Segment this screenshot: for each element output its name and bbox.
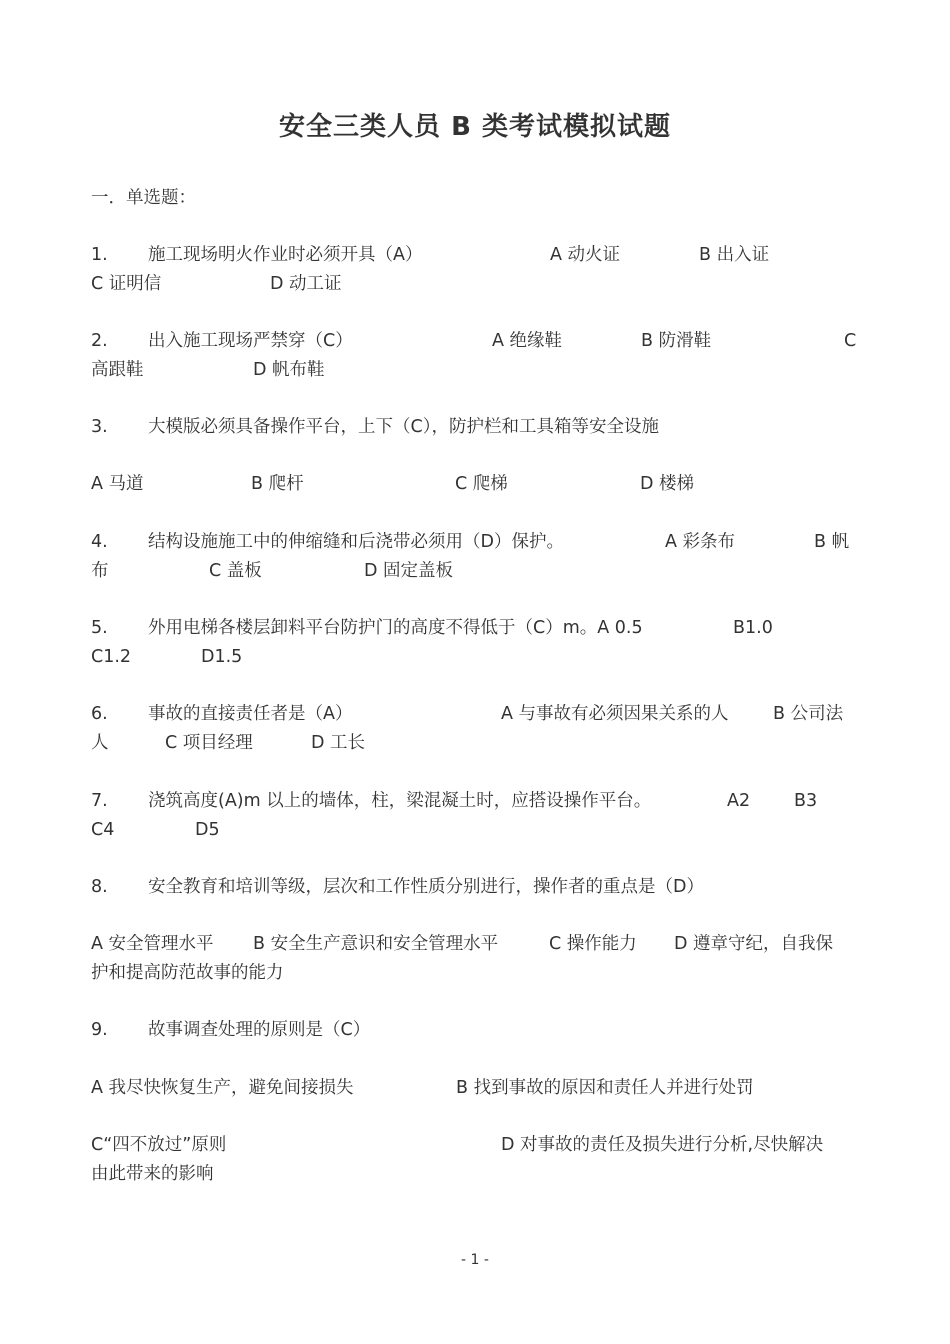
question-9: [91, 1016, 370, 1045]
question-stem: 故事调查处理的原则是（C）: [148, 1020, 371, 1040]
section-heading: 一．单选题：: [91, 188, 196, 208]
option-d: D 固定盖板: [364, 561, 454, 581]
option-c: C 项目经理: [165, 733, 253, 753]
document-title: 安全三类人员 B 类考试模拟试题: [279, 112, 671, 142]
option-a: A 马道: [91, 474, 144, 494]
option-d: D5: [195, 820, 220, 840]
option-d: D 楼梯: [640, 474, 695, 494]
option-b: B 公司法: [773, 704, 844, 724]
option-a: A 彩条布: [665, 532, 736, 552]
question-8: [91, 873, 704, 902]
option-b: B 安全生产意识和安全管理水平: [253, 934, 499, 954]
option-c: C4: [91, 820, 115, 840]
question-number: 5.: [91, 618, 108, 638]
question-5: [91, 614, 871, 643]
option-a: A2: [727, 791, 751, 811]
option-c: C 证明信: [91, 274, 162, 294]
question-stem: 结构设施施工中的伸缩缝和后浇带必须用（D）保护。: [148, 532, 564, 552]
option-b: B 找到事故的原因和责任人并进行处罚: [456, 1078, 754, 1098]
option-a: A 绝缘鞋: [492, 331, 563, 351]
question-stem: 事故的直接责任者是（A）: [148, 704, 353, 724]
option-c: C 操作能力: [549, 934, 637, 954]
question-number: 9.: [91, 1020, 108, 1040]
option-a: A 安全管理水平: [91, 934, 214, 954]
option-b: B 帆: [814, 532, 850, 552]
question-stem: 外用电梯各楼层卸料平台防护门的高度不得低于（C）m。A 0.5: [148, 618, 643, 638]
question-number: 2.: [91, 331, 108, 351]
question-6: [91, 700, 871, 729]
question-3: [91, 413, 659, 442]
option-b: B 出入证: [699, 245, 770, 265]
option-d: D 工长: [311, 733, 366, 753]
option-c-prefix: C: [844, 331, 857, 351]
question-stem: 施工现场明火作业时必须开具（A）: [148, 245, 423, 265]
question-number: 7.: [91, 791, 108, 811]
question-2: [91, 327, 871, 356]
option-b-continued: 布: [91, 561, 109, 581]
question-number: 1.: [91, 245, 108, 265]
option-b: B3: [794, 791, 818, 811]
question-9-options-continued: 由此带来的影响: [91, 1164, 214, 1184]
question-7: [91, 787, 871, 816]
page-number: - 1 -: [461, 1252, 489, 1268]
option-b: B 防滑鞋: [641, 331, 712, 351]
option-d: D 帆布鞋: [253, 360, 325, 380]
option-c: C“四不放过”原则: [91, 1135, 227, 1155]
option-d: D 动工证: [270, 274, 342, 294]
question-4: [91, 528, 871, 557]
question-1: [91, 241, 871, 270]
option-c: C1.2: [91, 647, 132, 667]
option-c-text: 高跟鞋: [91, 360, 144, 380]
option-a: A 我尽快恢复生产，避免间接损失: [91, 1078, 354, 1098]
option-d: D 遵章守纪，自我保: [674, 934, 834, 954]
question-stem: 出入施工现场严禁穿（C）: [148, 331, 353, 351]
question-number: 8.: [91, 877, 108, 897]
option-c: C 盖板: [209, 561, 262, 581]
option-b: B1.0: [733, 618, 773, 638]
option-d: D1.5: [201, 647, 243, 667]
option-a: A 与事故有必须因果关系的人: [501, 704, 729, 724]
question-stem: 安全教育和培训等级，层次和工作性质分别进行，操作者的重点是（D）: [148, 877, 704, 897]
question-stem: 浇筑高度(A)m 以上的墙体，柱，梁混凝土时，应搭设操作平台。: [148, 791, 652, 811]
option-c: C 爬梯: [455, 474, 508, 494]
option-b: B 爬杆: [251, 474, 304, 494]
option-b-continued: 人: [91, 733, 109, 753]
option-d: D 对事故的责任及损失进行分析,尽快解决: [501, 1135, 824, 1155]
question-8-options-continued: 护和提高防范故事的能力: [91, 963, 284, 983]
question-number: 6.: [91, 704, 108, 724]
option-a: A 动火证: [550, 245, 621, 265]
question-number: 4.: [91, 532, 108, 552]
question-stem: 大模版必须具备操作平台，上下（C），防护栏和工具箱等安全设施: [148, 417, 659, 437]
question-number: 3.: [91, 417, 108, 437]
